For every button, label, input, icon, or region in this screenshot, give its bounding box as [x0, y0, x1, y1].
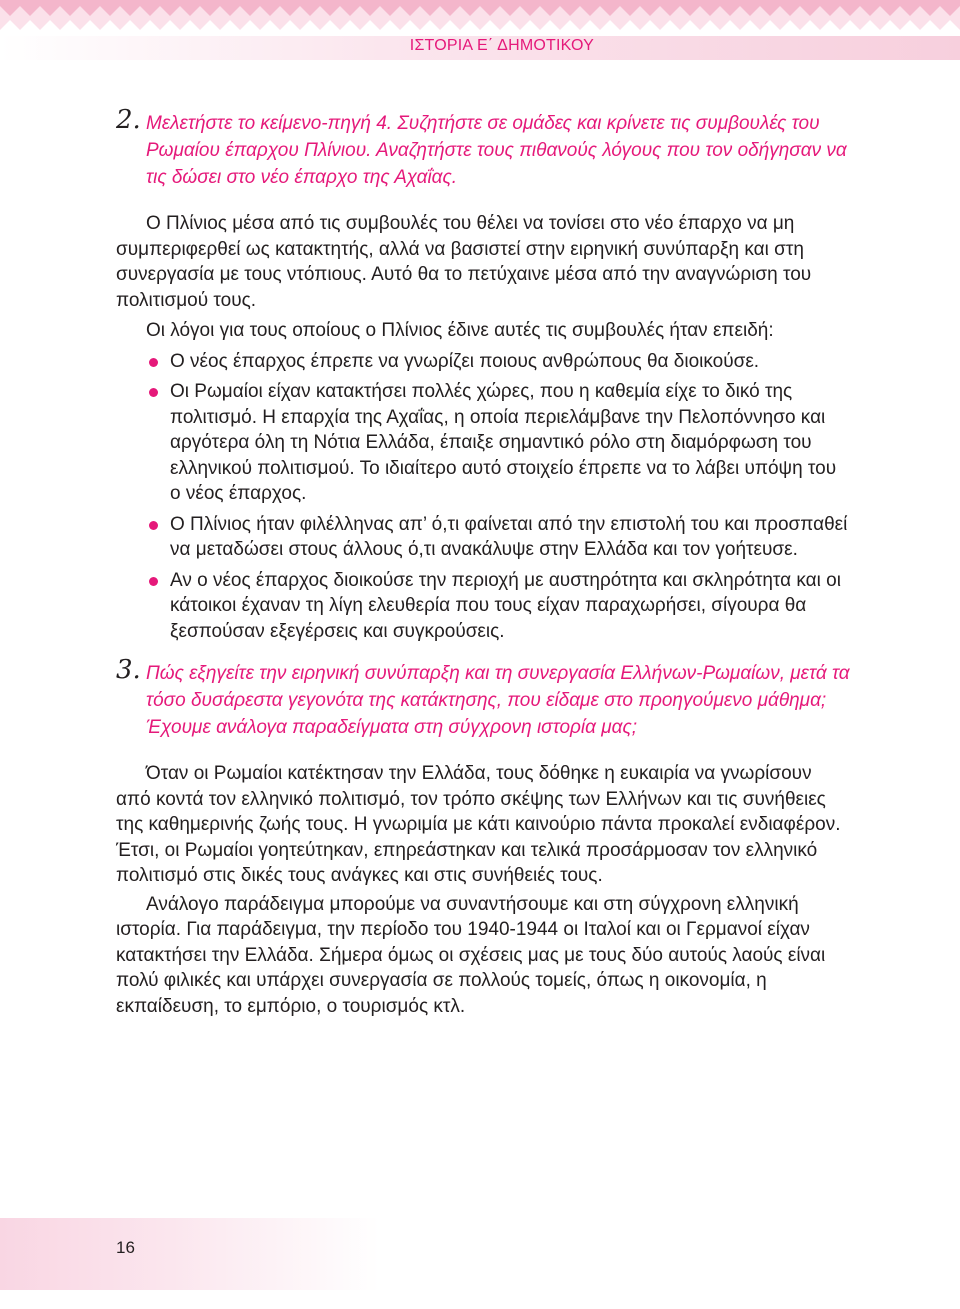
question-3 [116, 655, 850, 741]
bullet-icon [149, 358, 158, 367]
answer-paragraph: Ανάλογο παράδειγμα μπορούμε να συναντήσουμε και στη σύγχρονη ελληνική ιστορία. Για παράδειγμα, την περίοδο του 1940-1944 οι Ιταλοί και οι Γερμανοί είχαν κατακτήσει την Ελλάδα. Σήμερα όμως οι σχέσεις μας με τους δύο αυτούς λαούς είναι πολύ φιλικές και υπάρχει συνεργασία σε πολλούς τομείς, όπως η οικονομία, η εκπαίδευση, το εμπόριο, ο τουρισμός κτλ. [116, 893, 826, 1017]
question-number: 2. [116, 105, 141, 135]
list-item-text: Αν ο νέος έπαρχος διοικούσε την περιοχή με αυστηρότητα και σκληρότητα και οι κάτοικοι έχαναν τη λίγη ελευθερία που τους είχαν παραχωρήσει, σίγουρα θα ξεσπούσαν εξεγέρσεις και συγκρούσεις. [170, 569, 841, 642]
answer-paragraph: Οι λόγοι για τους οποίους ο Πλίνιος έδινε αυτές τις συμβουλές ήταν επειδή: [146, 320, 774, 341]
page-content [116, 105, 850, 1019]
bullet-icon [149, 577, 158, 586]
page-number: 16 [116, 1238, 135, 1257]
answer-paragraph: Ο Πλίνιος μέσα από τις συμβουλές του θέλει να τονίσει στο νέο έπαρχο να μη συμπεριφερθεί ως κατακτητής, αλλά να βασιστεί στην ειρηνική συνύπαρξη και στη συνεργασία με τους ντόπιους. Αυτό θα το πετύχαινε μέσα από την αναγνώριση του πολιτισμού τους. [116, 213, 812, 311]
list-item [146, 379, 850, 507]
bullet-icon [149, 521, 158, 530]
question-text: Μελετήστε το κείμενο-πηγή 4. Συζητήστε σε ομάδες και κρίνετε τις συμβουλές του Ρωμαίου έπαρχου Πλίνιου. Αναζητήστε τους πιθανούς λόγους που τον οδήγησαν να τις δώσει στο νέο έπαρχο της Αχαΐας. [146, 113, 847, 188]
question-number: 3. [116, 655, 141, 685]
question-2 [116, 105, 850, 191]
answer-paragraph: Όταν οι Ρωμαίοι κατέκτησαν την Ελλάδα, τους δόθηκε η ευκαιρία να γνωρίσουν από κοντά τον ελληνικό πολιτισμό, τον τρόπο σκέψης των Ελλήνων και τις συνήθειες της καθημερινής ζωής τους. Η γνωριμία με κάτι καινούριο πάντα προκαλεί ενδιαφέρον. Έτσι, οι Ρωμαίοι γοητεύτηκαν, επηρεάστηκαν και τελικά προσάρμοσαν τον ελληνικό πολιτισμό στις δικές τους ανάγκες και στις συνήθειές τους. [116, 763, 841, 886]
question-text: Πώς εξηγείτε την ειρηνική συνύπαρξη και τη συνεργασία Ελλήνων-Ρωμαίων, μετά τα τόσο δυσάρεστα γεγονότα της κατάκτησης, που είδαμε στο προηγούμενο μάθημα; Έχουμε ανάλογα παραδείγματα στη σύγχρονη ιστορία μας; [146, 663, 850, 738]
list-item [146, 568, 850, 645]
footer-band [0, 1218, 380, 1290]
list-item-text: Ο νέος έπαρχος έπρεπε να γνωρίζει ποιους ανθρώπους θα διοικούσε. [170, 350, 760, 372]
list-item-text: Οι Ρωμαίοι είχαν κατακτήσει πολλές χώρες, που η καθεμία είχε το δικό της πολιτισμό. Η επαρχία της Αχαΐας, η οποία περιελάμβανε την Πελοπόννησο και αργότερα όλη τη Νότια Ελλάδα, έπαιξε σημαντικό ρόλο στη διαμόρφωση του ελληνικού πολιτισμού. Το ιδιαίτερο αυτό στοιχείο έπρεπε να το λάβει υπόψη του ο νέος έπαρχος. [170, 381, 837, 504]
list-item [146, 349, 850, 375]
list-item-text: Ο Πλίνιος ήταν φιλέλληνας απ’ ό,τι φαίνεται από την επιστολή του και προσπαθεί να μεταδώσει στους άλλους ό,τι ανακάλυψε στην Ελλάδα και τον γοήτευσε. [170, 513, 848, 560]
reasons-list [116, 349, 850, 645]
bullet-icon [149, 388, 158, 397]
list-item [146, 512, 850, 563]
page-header-title: ΙΣΤΟΡΙΑ Ε΄ ΔΗΜΟΤΙΚΟΥ [409, 37, 594, 54]
decorative-top-border [0, 0, 960, 30]
